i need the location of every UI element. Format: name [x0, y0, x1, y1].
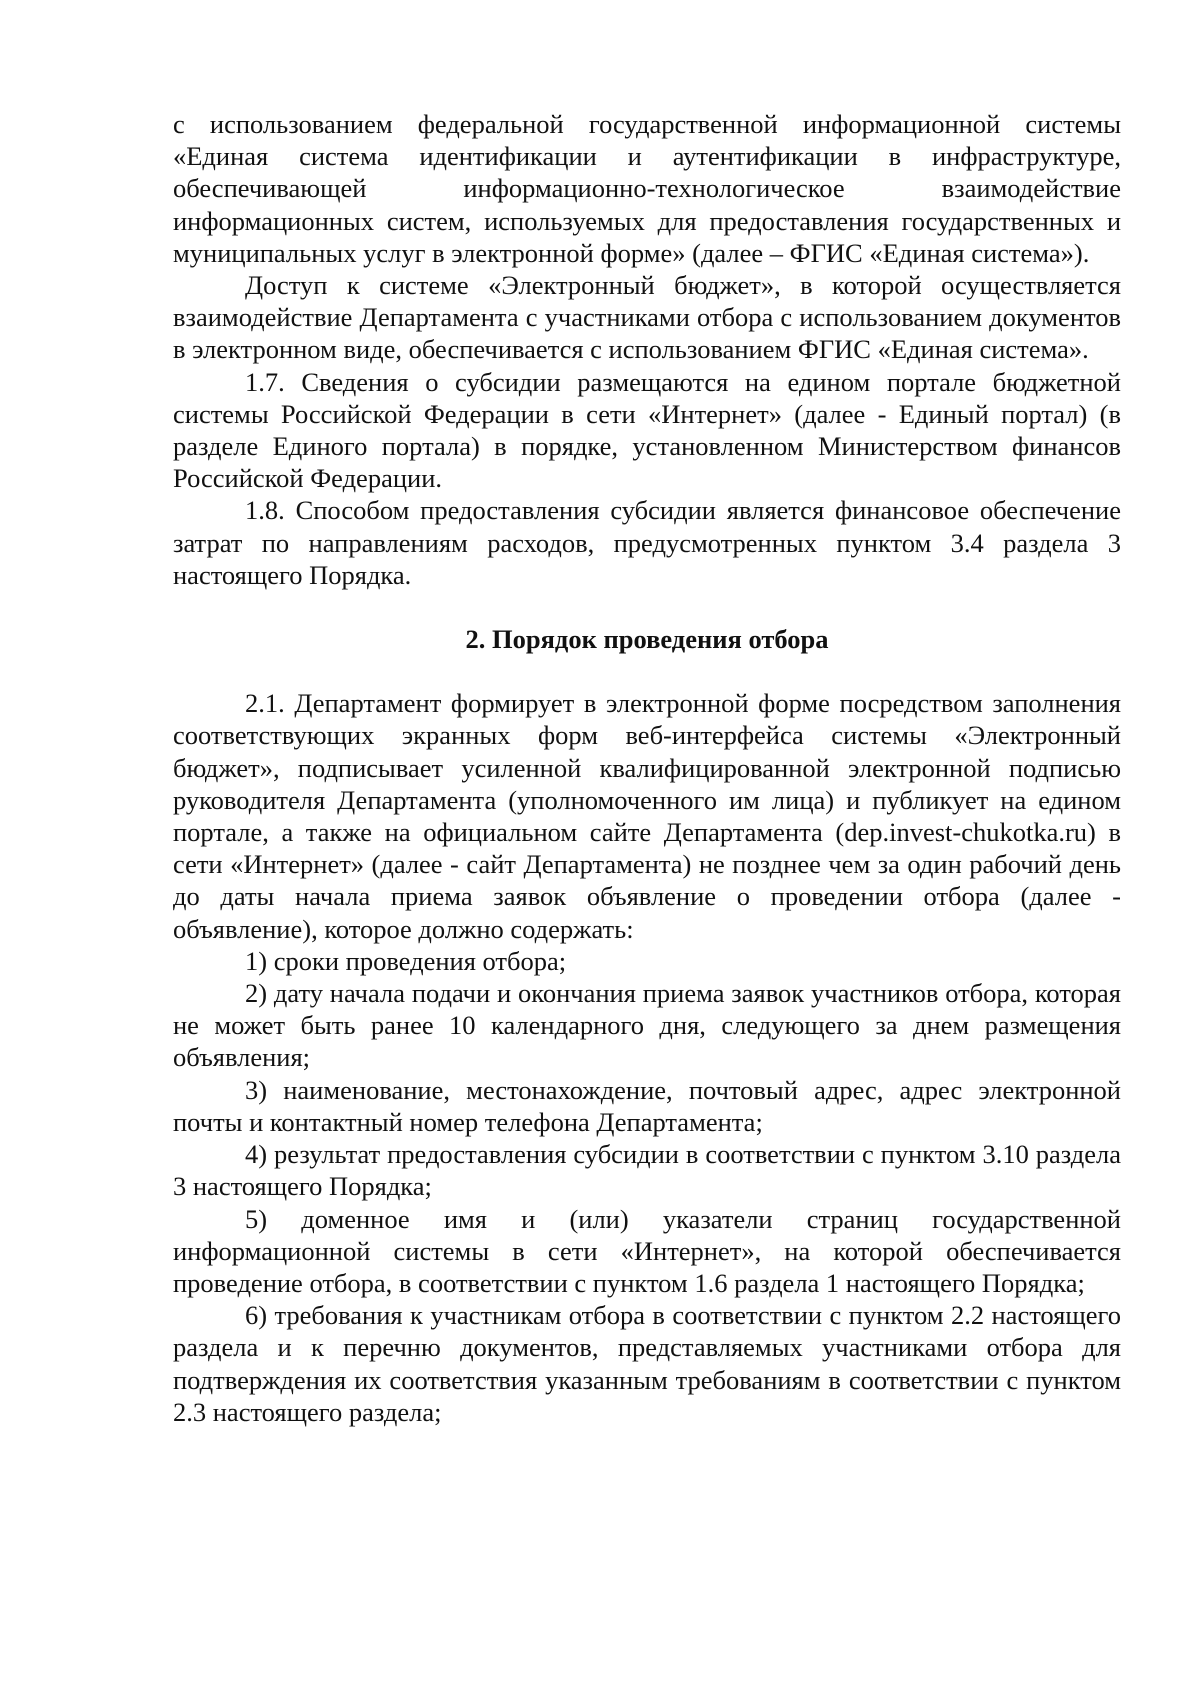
paragraph-2-1: 2.1. Департамент формирует в электронной форме посредством заполнения соответствующих экранных форм веб-интерфейса системы «Электронный бюджет», подписывает усиленной квалифицированной электронной подписью руководителя Департамента (уполномоченного им лица) и публикует на едином портале, а также на официальном сайте Департамента (dep.invest-chukotka.ru) в сети «Интернет» (далее - сайт Департамента) не позднее чем за один рабочий день до даты начала приема заявок объявление о проведении отбора (далее - объявление), которое должно содержать:	[173, 688, 1121, 944]
paragraph-1-8: 1.8. Способом предоставления субсидии является финансовое обеспечение затрат по направлениям расходов, предусмотренных пунктом 3.4 раздела 3 настоящего Порядка.	[173, 495, 1121, 590]
paragraph-1-7: 1.7. Сведения о субсидии размещаются на едином портале бюджетной системы Российской Федерации в сети «Интернет» (далее - Единый портал) (в разделе Единого портала) в порядке, установленном Министерством финансов Российской Федерации.	[173, 366, 1121, 494]
list-item-6: 6) требования к участникам отбора в соответствии с пунктом 2.2 настоящего раздела и к перечню документов, представляемых участниками отбора для подтверждения их соответствия указанным требованиям в соответствии с пунктом 2.3 настоящего раздела;	[173, 1300, 1121, 1427]
paragraph-fgis-intro: с использованием федеральной государственной информационной системы «Единая система идентификации и аутентификации в инфраструктуре, обеспечивающей информационно-технологическое взаимодействие информационных систем, используемых для предоставления государственных и муниципальных услуг в электронной форме» (далее – ФГИС «Единая система»).	[173, 109, 1121, 268]
list-item-3: 3) наименование, местонахождение, почтовый адрес, адрес электронной почты и контактный номер телефона Департамента;	[173, 1074, 1121, 1137]
list-item-4: 4) результат предоставления субсидии в соответствии с пунктом 3.10 раздела 3 настоящего Порядка;	[173, 1139, 1121, 1202]
paragraph-access: Доступ к системе «Электронный бюджет», в которой осуществляется взаимодействие Департамента с участниками отбора с использованием документов в электронном виде, обеспечивается с использованием ФГИС «Единая система».	[173, 270, 1121, 365]
list-item-5: 5) доменное имя и (или) указатели страниц государственной информационной системы в сети «Интернет», на которой обеспечивается проведение отбора, в соответствии с пунктом 1.6 раздела 1 настоящего Порядка;	[173, 1203, 1121, 1298]
list-item-2: 2) дату начала подачи и окончания приема заявок участников отбора, которая не может быть ранее 10 календарного дня, следующего за днем размещения объявления;	[173, 978, 1121, 1073]
list-item-1: 1) сроки проведения отбора;	[245, 945, 567, 976]
document-page	[173, 108, 1121, 1428]
section-heading: 2. Порядок проведения отбора	[465, 624, 829, 655]
